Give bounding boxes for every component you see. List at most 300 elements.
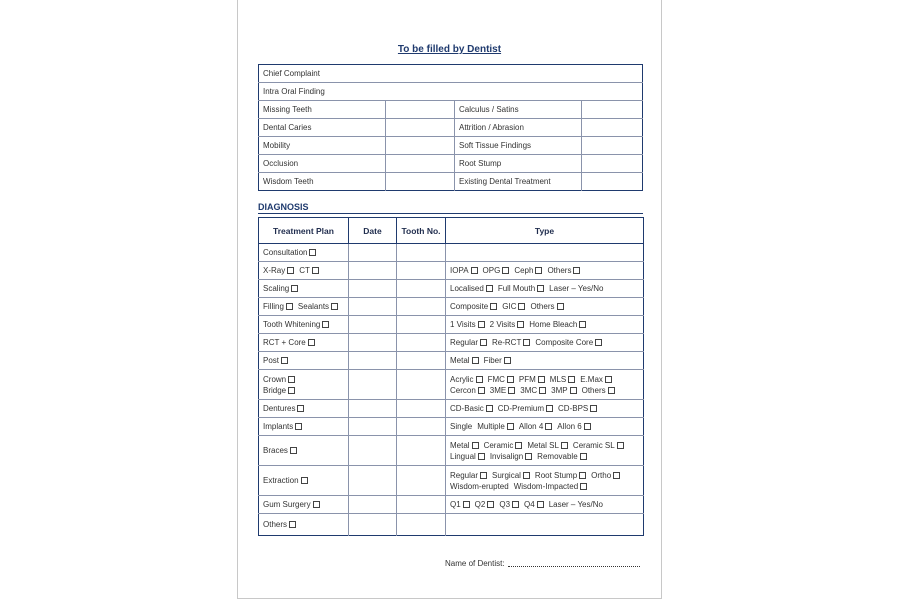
diagnosis-row — [259, 316, 644, 334]
treatment-line — [263, 421, 344, 432]
type-option-label: IOPA — [450, 266, 469, 275]
checkbox[interactable] — [546, 405, 553, 412]
findings-row — [259, 155, 643, 173]
treatment-option — [263, 338, 315, 347]
treatment-option — [299, 266, 319, 275]
tooth-no-field[interactable] — [397, 400, 446, 418]
diagnosis-row — [259, 370, 644, 400]
checkbox[interactable] — [512, 501, 519, 508]
treatment-plan-cell — [259, 316, 349, 334]
type-option-label: Q3 — [499, 500, 511, 509]
type-option-label: Removable — [537, 451, 578, 461]
date-field[interactable] — [349, 244, 397, 262]
type-option-label: Wisdom-erupted — [450, 481, 509, 491]
date-field[interactable] — [349, 496, 397, 514]
checkbox[interactable] — [538, 376, 545, 383]
tooth-no-field[interactable] — [397, 496, 446, 514]
checkbox[interactable] — [617, 442, 624, 449]
finding-value-field[interactable] — [386, 155, 455, 173]
treatment-option — [263, 302, 293, 311]
finding-label: Calculus / Satins — [455, 101, 582, 119]
checkbox[interactable] — [486, 405, 493, 412]
type-option — [551, 386, 576, 395]
treatment-plan-cell — [259, 334, 349, 352]
type-option-label: Full Mouth — [497, 284, 536, 293]
intra-oral-label: Intra Oral Finding — [259, 83, 643, 101]
checkbox[interactable] — [608, 387, 615, 394]
treatment-plan-cell — [259, 370, 349, 400]
date-field[interactable] — [349, 370, 397, 400]
diagnosis-row — [259, 244, 644, 262]
treatment-option — [263, 320, 329, 329]
treatment-option — [263, 446, 297, 455]
checkbox[interactable] — [287, 267, 294, 274]
type-option-label: Home Bleach — [529, 320, 578, 329]
finding-label: Occlusion — [259, 155, 386, 173]
type-option-label: Ceph — [514, 266, 534, 275]
type-option — [484, 441, 523, 450]
treatment-option — [263, 284, 298, 293]
type-option-label: Ceramic — [483, 440, 514, 450]
checkbox[interactable] — [288, 387, 295, 394]
type-option — [492, 338, 530, 347]
checkbox[interactable] — [472, 442, 479, 449]
type-cell — [446, 436, 644, 466]
tooth-no-field[interactable] — [397, 352, 446, 370]
type-option-label: Q2 — [474, 500, 486, 509]
type-option — [514, 482, 587, 491]
dentist-name-line — [445, 559, 640, 568]
checkbox[interactable] — [478, 321, 485, 328]
type-option — [573, 441, 624, 450]
finding-value-field[interactable] — [582, 119, 643, 137]
checkbox[interactable] — [537, 501, 544, 508]
treatment-option-label: Braces — [263, 446, 288, 455]
type-option — [549, 284, 603, 293]
checkbox[interactable] — [490, 303, 497, 310]
diagnosis-row — [259, 496, 644, 514]
checkbox[interactable] — [313, 501, 320, 508]
header-type: Type — [446, 218, 644, 244]
treatment-option — [263, 500, 320, 509]
type-option — [450, 404, 493, 413]
type-line — [450, 265, 639, 276]
treatment-line — [263, 355, 344, 366]
finding-label: Attrition / Abrasion — [455, 119, 582, 137]
checkbox[interactable] — [472, 357, 479, 364]
type-option-label: MLS — [549, 374, 567, 384]
treatment-plan-cell — [259, 298, 349, 316]
diagnosis-row — [259, 280, 644, 298]
type-option-label: Metal SL — [527, 440, 559, 450]
checkbox[interactable] — [478, 453, 485, 460]
type-option — [502, 302, 525, 311]
type-option — [591, 471, 620, 480]
date-field[interactable] — [349, 436, 397, 466]
type-option-label: Multiple — [477, 422, 505, 431]
treatment-plan-cell — [259, 262, 349, 280]
checkbox[interactable] — [580, 453, 587, 460]
type-option — [475, 500, 495, 509]
date-field[interactable] — [349, 334, 397, 352]
checkbox[interactable] — [291, 285, 298, 292]
checkbox[interactable] — [478, 387, 485, 394]
treatment-option-label: CT — [299, 266, 310, 275]
tooth-no-field[interactable] — [397, 316, 446, 334]
type-option — [514, 266, 542, 275]
treatment-option — [263, 476, 308, 485]
treatment-option-label: Bridge — [263, 385, 287, 395]
type-option-label: Wisdom-Impacted — [513, 481, 579, 491]
type-cell — [446, 352, 644, 370]
checkbox[interactable] — [487, 501, 494, 508]
treatment-option — [263, 375, 295, 384]
checkbox[interactable] — [568, 376, 575, 383]
tooth-no-field[interactable] — [397, 514, 446, 536]
checkbox[interactable] — [480, 339, 487, 346]
type-option-label: Root Stump — [534, 470, 578, 480]
date-field[interactable] — [349, 352, 397, 370]
type-option — [535, 471, 586, 480]
type-option-label: CD-BPS — [558, 404, 589, 413]
type-option-label: 3MP — [551, 385, 568, 395]
treatment-option — [263, 356, 288, 365]
checkbox[interactable] — [590, 405, 597, 412]
checkbox[interactable] — [523, 472, 530, 479]
type-cell — [446, 316, 644, 334]
type-option — [450, 441, 479, 450]
header-tooth-no: Tooth No. — [397, 218, 446, 244]
treatment-option — [298, 302, 338, 311]
diagnosis-row — [259, 436, 644, 466]
treatment-line — [263, 385, 344, 396]
finding-label: Mobility — [259, 137, 386, 155]
checkbox[interactable] — [331, 303, 338, 310]
date-field[interactable] — [349, 466, 397, 496]
checkbox[interactable] — [288, 376, 295, 383]
treatment-option-label: Others — [263, 520, 288, 529]
treatment-option-label: Consultation — [263, 248, 308, 257]
type-option — [537, 452, 586, 461]
finding-value-field[interactable] — [582, 101, 643, 119]
type-option-label: 2 Visits — [489, 320, 516, 329]
type-cell — [446, 280, 644, 298]
type-option — [450, 338, 487, 347]
type-line — [450, 403, 639, 414]
tooth-no-field[interactable] — [397, 334, 446, 352]
type-cell — [446, 262, 644, 280]
checkbox[interactable] — [537, 285, 544, 292]
type-option — [519, 422, 552, 431]
findings-row — [259, 173, 643, 191]
date-field[interactable] — [349, 280, 397, 298]
type-option-label: Others — [530, 302, 555, 311]
type-option-label: Metal — [450, 440, 470, 450]
date-field[interactable] — [349, 418, 397, 436]
checkbox[interactable] — [570, 387, 577, 394]
tooth-no-field[interactable] — [397, 418, 446, 436]
type-option-label: Allon 4 — [518, 422, 544, 431]
form-title: To be filled by Dentist — [397, 44, 502, 55]
dentist-name-field[interactable] — [508, 566, 640, 567]
type-option — [519, 375, 545, 384]
type-option — [549, 500, 603, 509]
tooth-no-field[interactable] — [397, 262, 446, 280]
checkbox[interactable] — [290, 447, 297, 454]
type-option — [450, 302, 497, 311]
type-option-label: 3ME — [489, 385, 507, 395]
type-option-label: Lingual — [450, 451, 476, 461]
type-line — [450, 499, 639, 510]
type-cell — [446, 466, 644, 496]
type-cell — [446, 400, 644, 418]
finding-label: Existing Dental Treatment — [455, 173, 582, 191]
type-option-label: 1 Visits — [450, 320, 476, 329]
treatment-option — [263, 520, 296, 529]
checkbox[interactable] — [595, 339, 602, 346]
type-option-label: Composite — [450, 302, 489, 311]
checkbox[interactable] — [518, 303, 525, 310]
treatment-line — [263, 499, 344, 510]
type-option — [535, 338, 602, 347]
tooth-no-field[interactable] — [397, 280, 446, 298]
date-field[interactable] — [349, 400, 397, 418]
treatment-line — [263, 319, 344, 330]
type-option — [477, 422, 514, 431]
treatment-option — [263, 266, 294, 275]
type-option — [490, 386, 515, 395]
treatment-option-label: Filling — [263, 302, 284, 311]
checkbox[interactable] — [573, 267, 580, 274]
type-line — [450, 319, 639, 330]
treatment-option-label: Crown — [263, 374, 287, 384]
checkbox[interactable] — [535, 267, 542, 274]
type-option — [530, 302, 563, 311]
type-option-label: Q4 — [524, 500, 535, 509]
checkbox[interactable] — [471, 267, 478, 274]
date-field[interactable] — [349, 298, 397, 316]
treatment-option — [263, 248, 316, 257]
checkbox[interactable] — [584, 423, 591, 430]
treatment-option — [263, 422, 302, 431]
finding-label: Wisdom Teeth — [263, 177, 314, 186]
type-option — [484, 356, 511, 365]
checkbox[interactable] — [561, 442, 568, 449]
type-option — [582, 386, 615, 395]
tooth-no-field[interactable] — [397, 370, 446, 400]
type-option — [527, 441, 568, 450]
type-option — [529, 320, 586, 329]
type-option-label: E.Max — [580, 374, 603, 384]
checkbox[interactable] — [545, 423, 552, 430]
treatment-option-label: Extraction — [263, 476, 299, 485]
header-treatment-plan: Treatment Plan — [259, 218, 349, 244]
type-option — [450, 500, 470, 509]
type-option — [499, 500, 519, 509]
tooth-no-field[interactable] — [397, 244, 446, 262]
treatment-plan-cell — [259, 418, 349, 436]
findings-row — [259, 101, 643, 119]
type-option-label: Single — [450, 422, 473, 431]
type-option-label: Laser – Yes/No — [548, 500, 603, 509]
diagnosis-row — [259, 418, 644, 436]
checkbox[interactable] — [486, 285, 493, 292]
type-option — [450, 482, 509, 491]
date-field[interactable] — [349, 316, 397, 334]
diagnosis-row — [259, 262, 644, 280]
findings-table — [258, 64, 643, 191]
type-cell — [446, 370, 644, 400]
checkbox[interactable] — [295, 423, 302, 430]
checkbox[interactable] — [289, 521, 296, 528]
finding-value-field[interactable] — [386, 173, 455, 191]
checkbox[interactable] — [504, 357, 511, 364]
type-option-label: Others — [547, 266, 572, 275]
checkbox[interactable] — [309, 249, 316, 256]
type-option-label: Fiber — [483, 356, 502, 365]
diagnosis-row — [259, 514, 644, 536]
checkbox[interactable] — [539, 387, 546, 394]
checkbox[interactable] — [322, 321, 329, 328]
type-option — [483, 266, 510, 275]
type-option — [450, 284, 493, 293]
finding-value-field[interactable] — [582, 155, 643, 173]
diagnosis-row — [259, 298, 644, 316]
finding-label: Root Stump — [455, 155, 582, 173]
checkbox[interactable] — [312, 267, 319, 274]
treatment-line — [263, 247, 344, 258]
checkbox[interactable] — [301, 477, 308, 484]
checkbox[interactable] — [579, 321, 586, 328]
checkbox[interactable] — [605, 376, 612, 383]
type-option — [524, 500, 544, 509]
checkbox[interactable] — [502, 267, 509, 274]
type-line — [450, 470, 639, 481]
checkbox[interactable] — [515, 442, 522, 449]
checkbox[interactable] — [580, 483, 587, 490]
type-option-label: Q1 — [450, 500, 461, 509]
diagnosis-heading: DIAGNOSIS — [258, 202, 643, 214]
type-option — [450, 266, 478, 275]
type-option-label: GIC — [502, 302, 517, 311]
checkbox[interactable] — [286, 303, 293, 310]
checkbox[interactable] — [523, 339, 530, 346]
type-option-label: Localised — [450, 284, 484, 293]
checkbox[interactable] — [517, 321, 524, 328]
checkbox[interactable] — [507, 423, 514, 430]
type-option-label: CD-Basic — [450, 404, 484, 413]
type-option-label: CD-Premium — [497, 404, 545, 413]
type-option-label: Ceramic SL — [572, 440, 615, 450]
finding-value-field[interactable] — [386, 119, 455, 137]
type-option-label: Regular — [450, 338, 479, 347]
type-option-label: 3MC — [520, 385, 538, 395]
finding-label: Soft Tissue Findings — [455, 137, 582, 155]
finding-value-field[interactable] — [582, 137, 643, 155]
type-option — [490, 320, 525, 329]
type-option — [450, 375, 483, 384]
dentist-name-label: Name of Dentist: — [445, 559, 505, 568]
treatment-line — [263, 374, 344, 385]
type-cell — [446, 514, 644, 536]
treatment-plan-cell — [259, 352, 349, 370]
checkbox[interactable] — [297, 405, 304, 412]
treatment-option — [263, 404, 304, 413]
treatment-line — [263, 519, 344, 530]
type-line — [450, 440, 639, 451]
finding-value-field[interactable] — [386, 137, 455, 155]
type-option-label: FMC — [487, 374, 505, 384]
type-option — [488, 375, 514, 384]
type-cell — [446, 334, 644, 352]
checkbox[interactable] — [557, 303, 564, 310]
type-option — [450, 452, 485, 461]
checkbox[interactable] — [579, 472, 586, 479]
type-option-label: Ortho — [591, 470, 612, 480]
type-cell — [446, 244, 644, 262]
finding-value-field[interactable] — [582, 173, 643, 191]
treatment-line — [263, 265, 344, 276]
treatment-line — [263, 337, 344, 348]
checkbox[interactable] — [281, 357, 288, 364]
checkbox[interactable] — [525, 453, 532, 460]
date-field[interactable] — [349, 262, 397, 280]
treatment-line — [263, 475, 344, 486]
finding-value-field[interactable] — [386, 101, 455, 119]
checkbox[interactable] — [476, 376, 483, 383]
tooth-no-field[interactable] — [397, 298, 446, 316]
checkbox[interactable] — [480, 472, 487, 479]
tooth-no-field[interactable] — [397, 436, 446, 466]
type-line — [450, 481, 639, 492]
type-option-label: Laser – Yes/No — [549, 284, 604, 293]
checkbox[interactable] — [308, 339, 315, 346]
treatment-line — [263, 283, 344, 294]
type-option — [547, 266, 580, 275]
type-option-label: PFM — [518, 374, 536, 384]
type-cell — [446, 298, 644, 316]
diagnosis-row — [259, 466, 644, 496]
date-field[interactable] — [349, 514, 397, 536]
type-option-label: Cercon — [450, 385, 476, 395]
findings-row — [259, 137, 643, 155]
checkbox[interactable] — [508, 387, 515, 394]
type-option-label: Composite Core — [535, 338, 594, 347]
type-option — [450, 422, 472, 431]
finding-label: Missing Teeth — [259, 101, 386, 119]
treatment-option-label: Tooth Whitening — [263, 320, 321, 329]
treatment-plan-cell — [259, 436, 349, 466]
treatment-option-label: Implants — [263, 422, 294, 431]
type-option-label: Acrylic — [450, 374, 474, 384]
checkbox[interactable] — [507, 376, 514, 383]
type-option — [450, 356, 479, 365]
treatment-plan-cell — [259, 400, 349, 418]
type-option-label: Metal — [450, 356, 470, 365]
type-option-label: Regular — [450, 470, 479, 480]
treatment-line — [263, 445, 344, 456]
type-line — [450, 451, 639, 462]
type-option-label: Re-RCT — [492, 338, 522, 347]
treatment-line — [263, 403, 344, 414]
checkbox[interactable] — [613, 472, 620, 479]
treatment-option-label: Scaling — [263, 284, 290, 293]
treatment-option-label: Dentures — [263, 404, 296, 413]
treatment-option-label: Post — [263, 356, 280, 365]
checkbox[interactable] — [463, 501, 470, 508]
tooth-no-field[interactable] — [397, 466, 446, 496]
chief-complaint-label: Chief Complaint — [259, 65, 643, 83]
